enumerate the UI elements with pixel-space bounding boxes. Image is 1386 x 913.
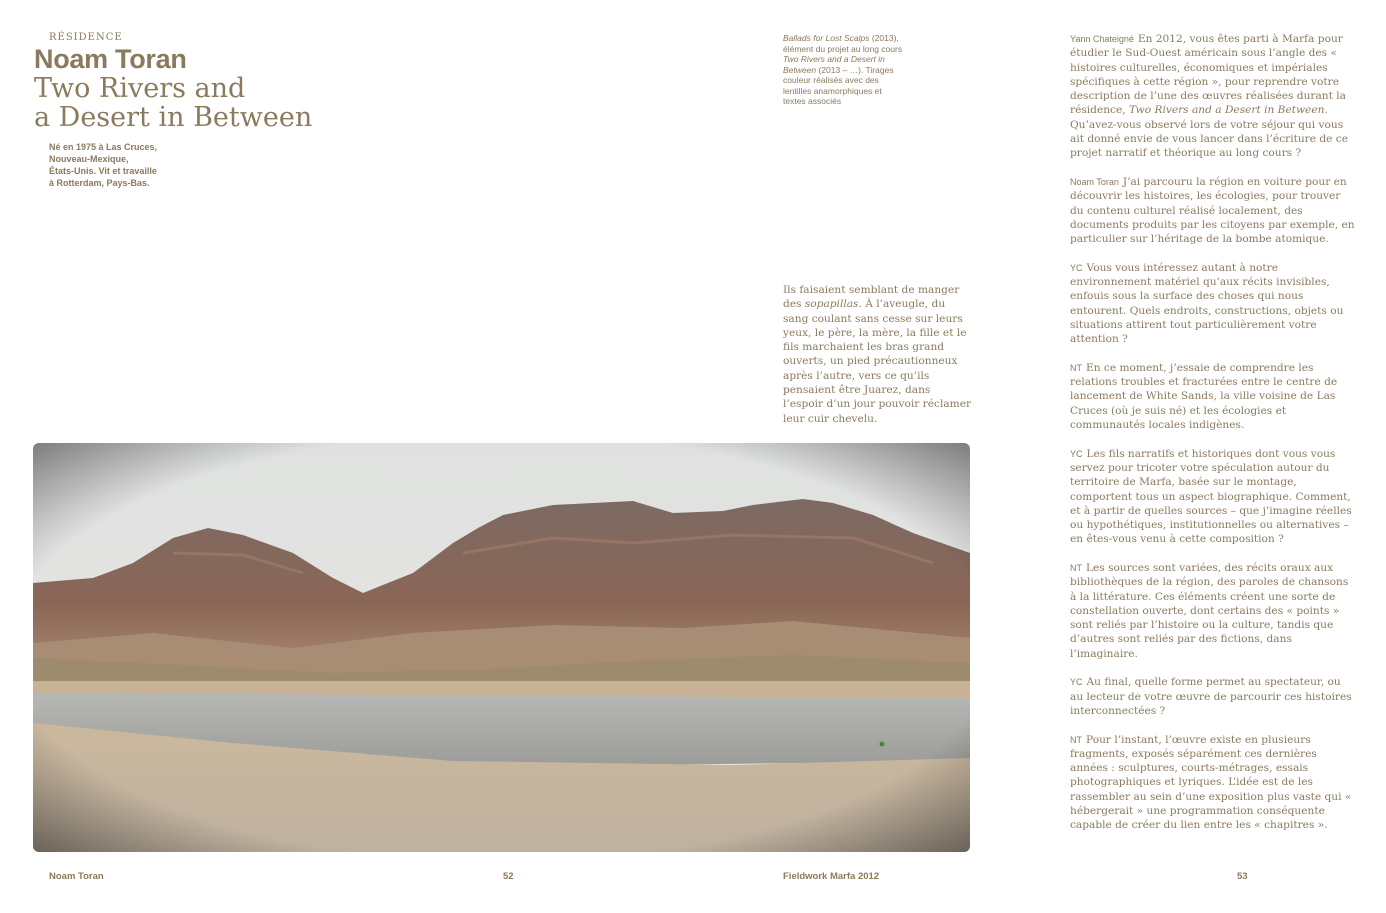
interview-entry	[1070, 175, 1356, 246]
interview-entry	[1070, 733, 1356, 833]
interview-entry	[1070, 561, 1356, 661]
bio-line: Nouveau-Mexique,	[49, 154, 129, 164]
excerpt-italic: sopapillas	[804, 298, 859, 311]
text-excerpt	[783, 283, 973, 426]
bio-line: Né en 1975 à Las Cruces,	[49, 142, 158, 152]
landscape-photo-icon	[33, 443, 970, 852]
work-title-line-2: a Desert in Between	[34, 102, 313, 133]
speaker-label: YC	[1070, 262, 1083, 273]
speaker-label: YC	[1070, 677, 1083, 688]
footer-page-number-left: 52	[503, 871, 514, 882]
photo-vignette	[33, 443, 970, 852]
entry-text: Vous vous intéressez autant à notre environnement matériel qu’aux récits invisibles, enfouis sous la surface des choses qui nous entourent. Quels endroits, constructions, objets ou situations attirent tout particulièrement votre attention ?	[1070, 261, 1344, 346]
caption-title: Ballads for Lost Scalps	[783, 33, 870, 43]
speaker-label: Noam Toran	[1070, 176, 1119, 187]
speaker-label: NT	[1070, 362, 1082, 373]
landscape-illustration	[33, 443, 970, 852]
interview-entry	[1070, 675, 1356, 718]
artist-bio	[49, 141, 189, 189]
interview-entry	[1070, 361, 1356, 432]
footer-artist-name: Noam Toran	[49, 871, 104, 882]
footer-publication-title: Fieldwork Marfa 2012	[783, 871, 880, 882]
speaker-label: YC	[1070, 448, 1083, 459]
footer-page-number-right: 53	[1237, 871, 1248, 882]
bio-line: à Rotterdam, Pays-Bas.	[49, 178, 150, 188]
interview-column	[1070, 32, 1356, 847]
interview-entry	[1070, 32, 1356, 161]
entry-text: Au final, quelle forme permet au spectateur, ou au lecteur de votre œuvre de parcourir ces histoires interconnectées ?	[1070, 676, 1352, 717]
speaker-label: Yann Chateigné	[1070, 34, 1134, 44]
work-title-line-1: Two Rivers and	[34, 73, 246, 104]
entry-text: En ce moment, j’essaie de comprendre les relations troubles et fracturées entre le centre de lancement de White Sands, la ville voisine de Las Cruces (où je suis né) et les écologies et communautés locales indigènes.	[1070, 361, 1338, 432]
entry-text: J’ai parcouru la région en voiture pour en découvrir les histoires, les écologies, pour trouver du contenu culturel réalisé localement, des documents produits par les citoyens par exemple, en particulier sur l’héritage de la bombe atomique.	[1070, 175, 1355, 246]
image-caption	[783, 33, 903, 107]
artist-name: Noam Toran	[34, 44, 187, 74]
entry-text: Pour l’instant, l’œuvre existe en plusieurs fragments, exposés séparément ces dernières années : sculptures, courts-métrages, essais photographiques et lyriques. L’idée est de les rassembler au sein d’une exposition plus vaste qui « hébergerait » une programmation conséquente capable de créer du lien entre les « chapitres ».	[1070, 733, 1352, 832]
caption-text: (2013), élément du projet au long cours	[783, 33, 903, 54]
entry-text: En 2012, vous êtes parti à Marfa pour étudier le Sud-Ouest américain sous l’angle des « histoires culturelles, économiques et impériales spécifiques à cette région », pour reprendre votre description de l’une des œuvres réalisées durant la résidence,	[1070, 33, 1346, 117]
interview-entry	[1070, 261, 1356, 347]
caption-text-2: (2013 – …). Tirages couleur réalisés avec des lentilles anamorphiques et textes associés	[783, 64, 894, 106]
work-title	[34, 74, 354, 132]
excerpt-text: Ils faisaient semblant de manger des	[783, 284, 960, 311]
excerpt-text-2: . À l’aveugle, du sang coulant sans cesse sur leurs yeux, le père, la mère, la fille et le fils marchaient les bras grand ouverts, un pied précautionneux après l’autre, vers ce qu’ils pensaient être Juarez, dans l’espoir d’un jour pouvoir réclamer leur cuir chevelu.	[783, 298, 972, 425]
entry-text-2: . Qu’avez-vous observé lors de votre séjour qui vous ait donné envie de vous lancer dans l’écriture de ce projet narratif et théorique au long cours ?	[1070, 104, 1348, 160]
entry-text: Les sources sont variées, des récits oraux aux bibliothèques de la région, des paroles de chansons à la littérature. Ces éléments créent une sorte de constellation ouverte, dont certains des « points » sont reliés par l’histoire ou la culture, tandis que d’autres sont reliés par des fictions, dans l’imaginaire.	[1070, 561, 1349, 660]
bio-line: États-Unis. Vit et travaille	[49, 166, 157, 176]
speaker-label: NT	[1070, 562, 1082, 573]
speaker-label: NT	[1070, 734, 1082, 745]
entry-italic: Two Rivers and a Desert in Between	[1128, 104, 1325, 117]
interview-entry	[1070, 447, 1356, 547]
section-kicker: RÉSIDENCE	[49, 32, 123, 43]
entry-text: Les fils narratifs et historiques dont vous vous servez pour tricoter votre spéculation autour du territoire de Marfa, basée sur le montage, comportent tous un aspect biographique. Comment, et à partir de quelles sources – que j’imagine réelles ou hypothétiques, institutionnelles ou alternatives – en êtes-vous venu à cette composition ?	[1070, 447, 1352, 546]
caption-project-title: Two Rivers and a Desert in Between	[783, 54, 885, 75]
